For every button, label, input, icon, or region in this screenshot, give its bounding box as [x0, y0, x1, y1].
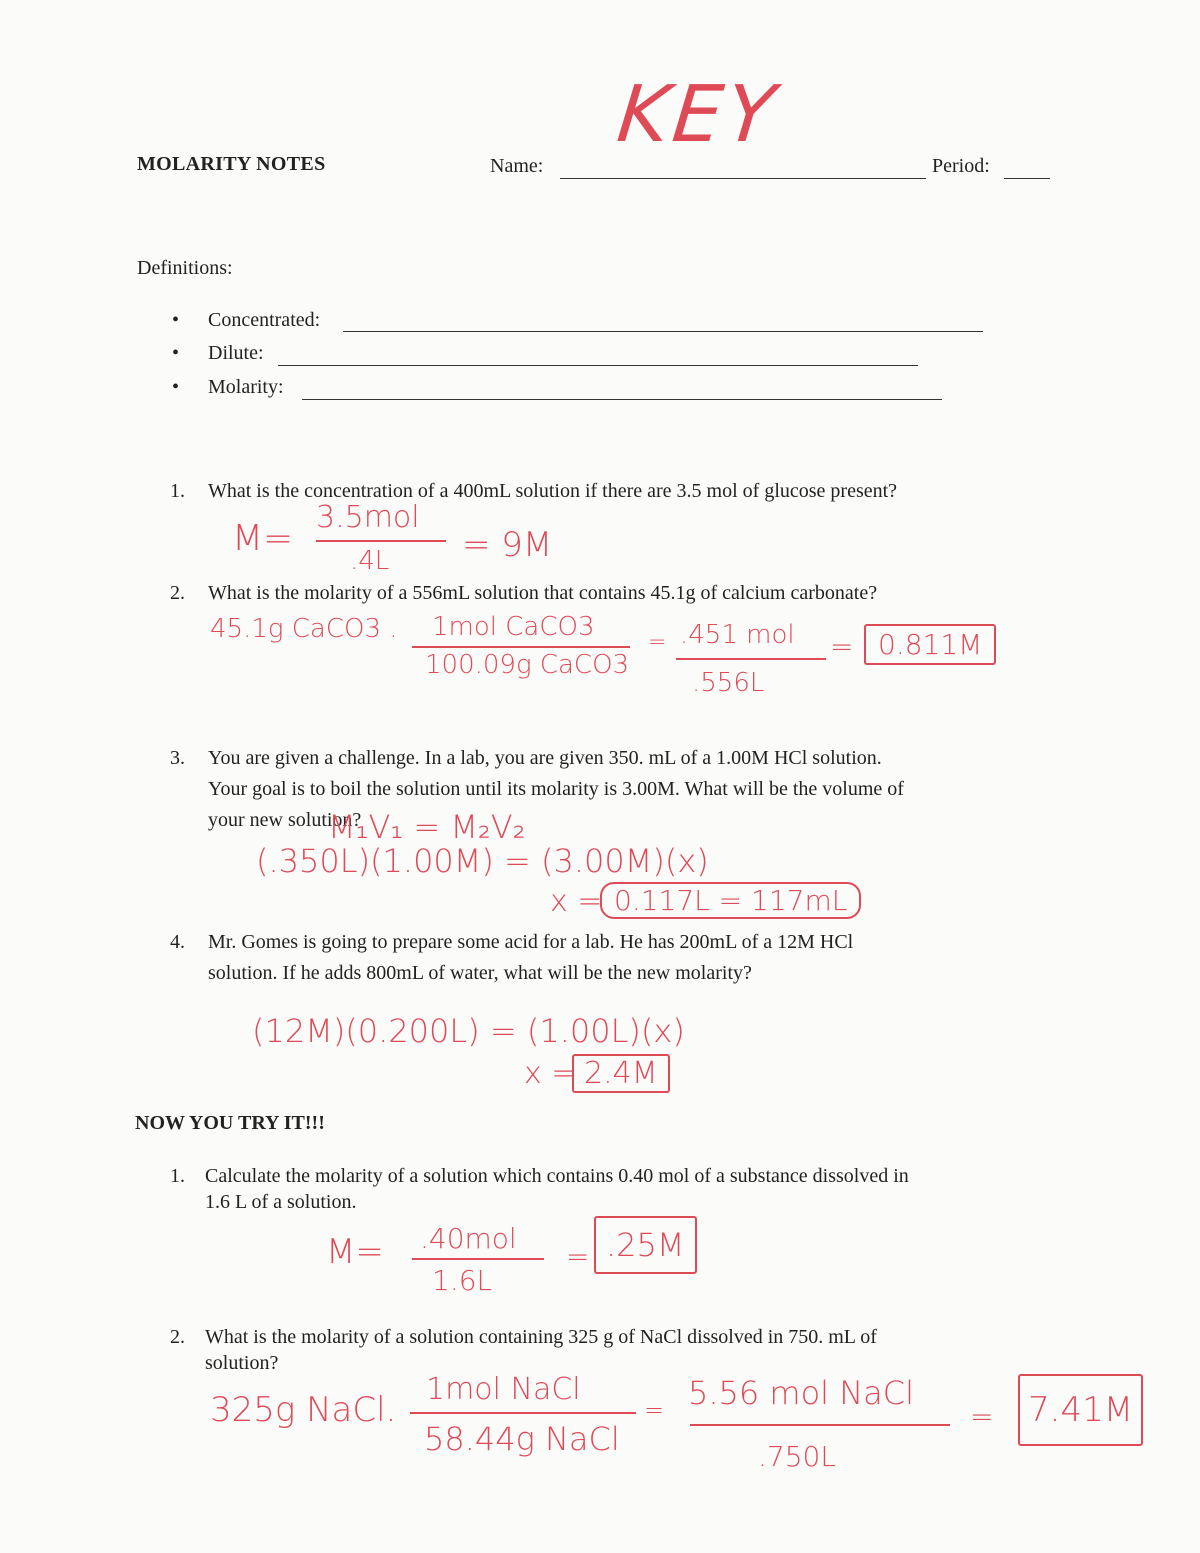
work-line: (12M)(0.200L) = (1.00L)(x)	[252, 1012, 685, 1050]
work-equals: =	[970, 1400, 994, 1433]
work-denominator-2: .750L	[758, 1440, 836, 1473]
fraction-bar	[412, 646, 630, 648]
definition-label: Dilute:	[208, 342, 264, 364]
name-field[interactable]	[560, 178, 926, 179]
work-denominator: .4L	[350, 546, 390, 576]
work-numerator: 1mol CaCO3	[432, 612, 595, 642]
work-numerator: .40mol	[420, 1222, 517, 1255]
question-text: What is the concentration of a 400mL solution if there are 3.5 mol of glucose present?	[208, 480, 898, 502]
question-text-line: your new solution?	[208, 809, 362, 831]
work-equals: =	[644, 1396, 665, 1424]
answer-box: 7.41M	[1018, 1374, 1143, 1446]
name-label: Name:	[490, 155, 544, 177]
answer-box: .25M	[594, 1216, 697, 1274]
work-line: (.350L)(1.00M) = (3.00M)(x)	[256, 842, 709, 880]
bullet-icon: •	[172, 309, 180, 331]
question-number: 1.	[170, 480, 185, 502]
work-result: = 9M	[462, 525, 553, 565]
definition-label: Concentrated:	[208, 309, 321, 331]
definition-item-dilute	[172, 342, 264, 365]
work-numerator-2: .451 mol	[680, 620, 795, 650]
work-denominator: 1.6L	[432, 1264, 493, 1297]
question-text-line: Mr. Gomes is going to prepare some acid for a lab. He has 200mL of a 12M HCl	[208, 931, 854, 953]
definitions-heading: Definitions:	[137, 257, 233, 279]
work-numerator-2: 5.56 mol NaCl	[688, 1374, 915, 1412]
question-number: 2.	[170, 1326, 185, 1348]
work-prefix: x =	[550, 884, 603, 919]
work-equals: =	[566, 1240, 590, 1273]
work-lhs: M=	[326, 1232, 384, 1272]
fraction-bar	[690, 1424, 950, 1426]
answer-key-handwriting: KEY	[613, 70, 783, 160]
work-equals: =	[830, 630, 854, 663]
work-numerator: 3.5mol	[316, 500, 420, 535]
page-title: MOLARITY NOTES	[137, 153, 326, 175]
period-label: Period:	[932, 155, 990, 177]
fraction-bar	[412, 1258, 544, 1260]
fraction-bar	[316, 540, 446, 542]
definition-item-concentrated	[172, 309, 320, 332]
work-denominator-2: .556L	[692, 668, 765, 698]
definition-label: Molarity:	[208, 376, 284, 398]
answer-box: 0.117L = 117mL	[600, 882, 861, 919]
question-text-line: Calculate the molarity of a solution which contains 0.40 mol of a substance dissolved in	[205, 1165, 909, 1187]
work-equals: =	[648, 630, 667, 655]
question-number: 3.	[170, 747, 185, 769]
definition-answer-line[interactable]	[343, 331, 983, 332]
bullet-icon: •	[172, 376, 180, 398]
fraction-bar	[676, 658, 826, 660]
section-heading: NOW YOU TRY IT!!!	[135, 1112, 325, 1134]
definition-item-molarity	[172, 376, 284, 399]
question-number: 1.	[170, 1165, 185, 1187]
work-denominator: 58.44g NaCl	[424, 1420, 620, 1458]
question-text-line: What is the molarity of a solution containing 325 g of NaCl dissolved in 750. mL of	[205, 1326, 877, 1348]
question-number: 2.	[170, 582, 185, 604]
work-numerator: 1mol NaCl	[426, 1372, 581, 1407]
definition-answer-line[interactable]	[302, 399, 942, 400]
question-text-line: solution?	[205, 1352, 279, 1374]
question-text-line: 1.6 L of a solution.	[205, 1191, 357, 1213]
work-start: 45.1g CaCO3 .	[210, 614, 398, 644]
period-field[interactable]	[1004, 178, 1050, 179]
fraction-bar	[410, 1412, 636, 1414]
question-text-line: Your goal is to boil the solution until its molarity is 3.00M. What will be the volume of	[208, 778, 904, 800]
definition-answer-line[interactable]	[278, 365, 918, 366]
question-number: 4.	[170, 931, 185, 953]
bullet-icon: •	[172, 342, 180, 364]
work-line: M₁V₁ = M₂V₂	[328, 808, 526, 846]
work-prefix: x =	[524, 1056, 577, 1091]
work-start: 325g NaCl.	[210, 1390, 397, 1430]
question-text-line: You are given a challenge. In a lab, you are given 350. mL of a 1.00M HCl solution.	[208, 747, 882, 769]
work-denominator: 100.09g CaCO3	[425, 650, 630, 680]
answer-box: 2.4M	[572, 1054, 670, 1093]
work-lhs: M=	[232, 518, 294, 559]
answer-box: 0.811M	[864, 624, 996, 665]
question-text: What is the molarity of a 556mL solution that contains 45.1g of calcium carbonate?	[208, 582, 878, 604]
question-text-line: solution. If he adds 800mL of water, what will be the new molarity?	[208, 962, 752, 984]
